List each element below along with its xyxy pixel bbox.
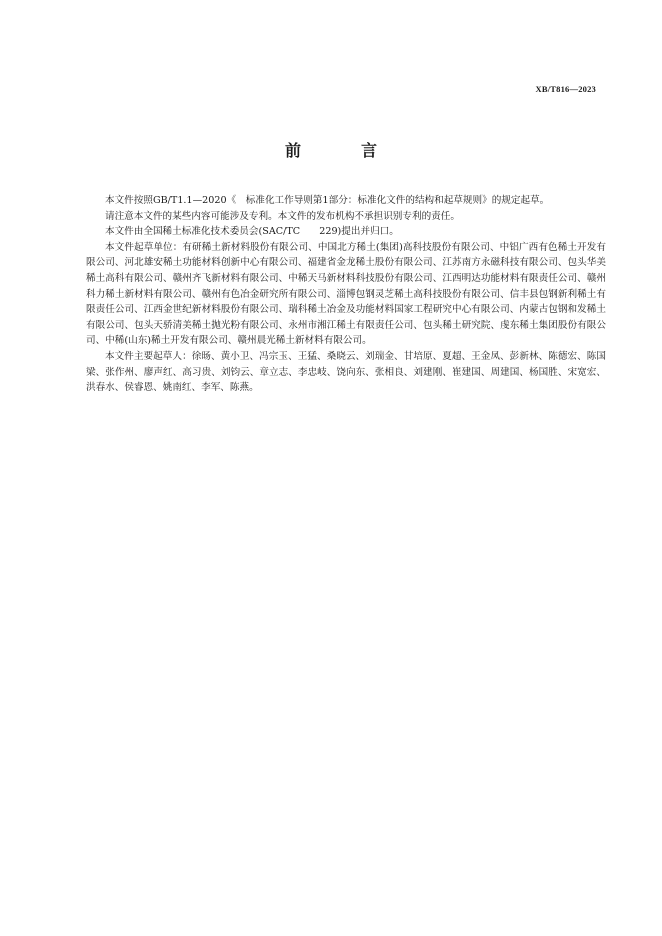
page-title: 前 言: [284, 141, 399, 160]
paragraph-proposer: 本文件由全国稀土标准化技术委员会(SAC/TC 229)提出并归口。: [105, 226, 399, 238]
paragraph-drafting-units: 本文件起草单位：有研稀土新材料股份有限公司、中国北方稀土(集团)高科技股份有限公司、中铝广西有色稀土开发有限公司、河北雄安稀土功能材料创新中心有限公司、福建省金龙稀土股份有限公司、江苏南方永磁科技有限公司、包头华美稀土高科有限公司、赣州齐飞新材料有限公司、中稀天马新材料科技股份有限公司、江西明达功能材料有限责任公司、赣州科力稀土新材料有限公司、赣州有色冶金研究所有限公司、淄博包钢灵芝稀土高科技股份有限公司、信丰县包钢新利稀土有限责任公司、江西金世纪新材料股份有限公司、瑞科稀土冶金及功能材料国家工程研究中心有限公司、内蒙古包钢和发稀土有限公司、包头天骄清美稀土抛光粉有限公司、永州市湘江稀土有限责任公司、包头稀土研究院、虔东稀土集团股份有限公司、中稀(山东)稀土开发有限公司、赣州晨光稀土新材料有限公司。: [86, 241, 606, 347]
paragraph-drafting-basis: 本文件按照GB/T1.1—2020《 标准化工作导则第1部分：标准化文件的结构和起草规则》的规定起草。: [105, 195, 550, 206]
foreword-body: [86, 193, 606, 396]
paragraph-drafters: 本文件主要起草人：徐旸、黄小卫、冯宗玉、王猛、桑晓云、刘瑞金、甘培原、夏超、王金凤、彭新林、陈德宏、陈国梁、张作州、廖声红、高习贵、刘钧云、章立志、李忠岐、饶向东、张相良、刘建刚、崔建国、周建国、杨国胜、宋宽宏、洪春水、侯睿恩、姚南红、李军、陈燕。: [86, 350, 606, 394]
paragraph-patent-notice: 请注意本文件的某些内容可能涉及专利。本文件的发布机构不承担识别专利的责任。: [105, 210, 460, 222]
document-code: XB/T816—2023: [535, 84, 596, 94]
